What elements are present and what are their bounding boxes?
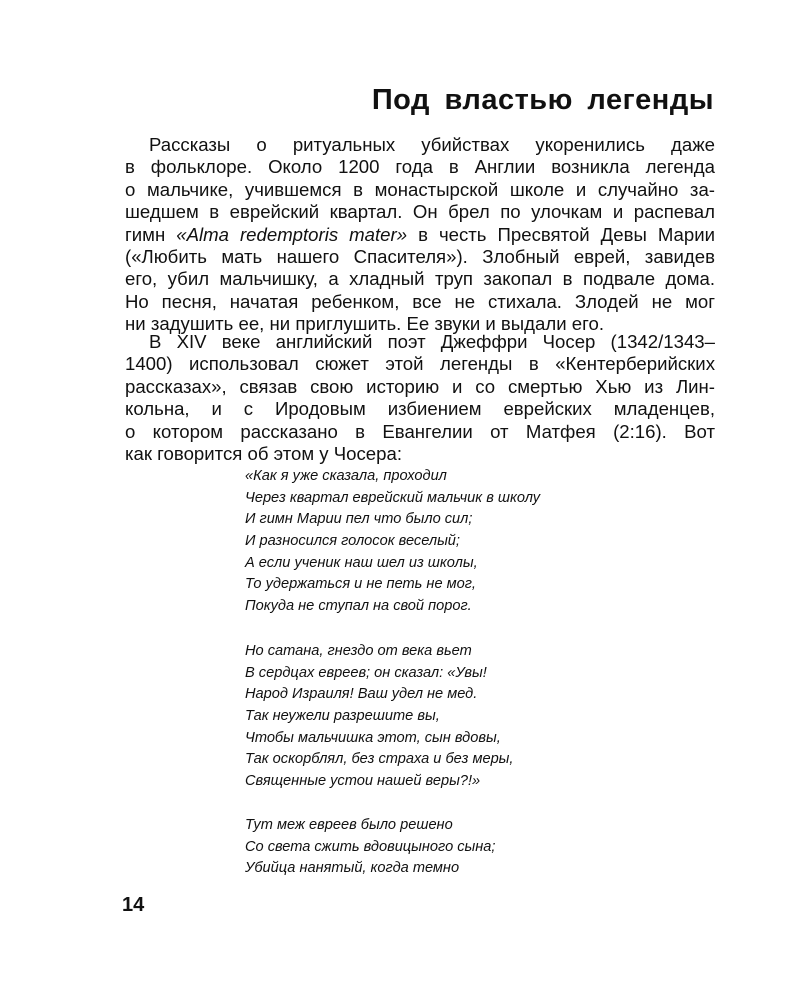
poem-line: Так оскорблял, без страха и без меры, [245, 751, 514, 768]
text-line: о котором рассказано в Евангелии от Матфея (2:16). Вот [125, 420, 715, 442]
poem-line: Но сатана, гнездо от века вьет [245, 643, 472, 659]
text-line: шедшем в еврейский квартал. Он брел по улочкам и распевал [125, 201, 715, 223]
text-line: Но песня, начатая ребенком, все не стихала. Злодей не мог [125, 290, 715, 312]
poem-line: Чтобы мальчишка этот, сын вдовы, [245, 729, 501, 746]
text-line: кольна, и с Иродовым избиением еврейских младенцев, [125, 398, 715, 420]
page-number: 14 [122, 894, 145, 916]
poem-line: Тут меж евреев было решено [245, 817, 453, 833]
poem-line: И разносился голосок веселый; [245, 533, 460, 550]
poem-line: Покуда не ступал на свой порог. [245, 598, 472, 615]
poem-line: И гимн Марии пел что было сил; [245, 511, 473, 528]
text-line: ни задушить ее, ни приглушить. Ее звуки и выдали его. [125, 313, 604, 335]
text-line: рассказах», связав свою историю и со смертью Хью из Лин- [125, 375, 715, 397]
text-segment: в честь Пресвятой Девы Марии [407, 223, 716, 245]
text-line: Рассказы о ритуальных убийствах укоренились даже [149, 134, 715, 155]
poem-line: Через квартал еврейский мальчик в школу [245, 489, 541, 506]
text-line [125, 224, 715, 246]
text-line: («Любить мать нашего Спасителя»). Злобный еврей, завидев [125, 245, 715, 267]
poem-line: «Как я уже сказала, проходил [245, 468, 447, 484]
chapter-title: Под властью легенды [371, 84, 714, 116]
poem-line: Убийца нанятый, когда темно [245, 860, 460, 877]
text-line: в фольклоре. Около 1200 года в Англии возникла легенда [125, 156, 715, 178]
poem-stanza-3 [245, 815, 495, 880]
paragraph-1 [125, 134, 715, 336]
poem-line: А если ученик наш шел из школы, [245, 554, 478, 571]
paragraph-2 [125, 331, 715, 465]
text-line: как говорится об этом у Чосера: [125, 442, 402, 464]
poem-stanza-2 [245, 641, 513, 793]
poem-line: Так неужели разрешите вы, [245, 708, 440, 725]
text-line: В XIV веке английский поэт Джеффри Чосер (1342/1343– [149, 331, 715, 352]
text-line: 1400) использовал сюжет этой легенды в «Кентерберийских [125, 353, 715, 375]
poem-line: Со света сжить вдовицыного сына; [245, 838, 496, 855]
poem-stanza-1 [245, 466, 540, 618]
poem-line: Народ Израиля! Ваш удел не мед. [245, 686, 478, 703]
text-line: его, убил мальчишку, а хладный труп закопал в подвале дома. [125, 268, 715, 290]
poem-line: То удержаться и не петь не мог, [245, 576, 476, 593]
poem-line: В сердцах евреев; он сказал: «Увы! [245, 664, 487, 681]
latin-hymn-title: «Alma redemptoris mater» [176, 223, 408, 245]
poem-line: Священные устои нашей веры?!» [245, 773, 481, 790]
text-line: о мальчике, учившемся в монастырской школе и случайно за- [125, 178, 715, 200]
text-segment: гимн [125, 223, 177, 245]
